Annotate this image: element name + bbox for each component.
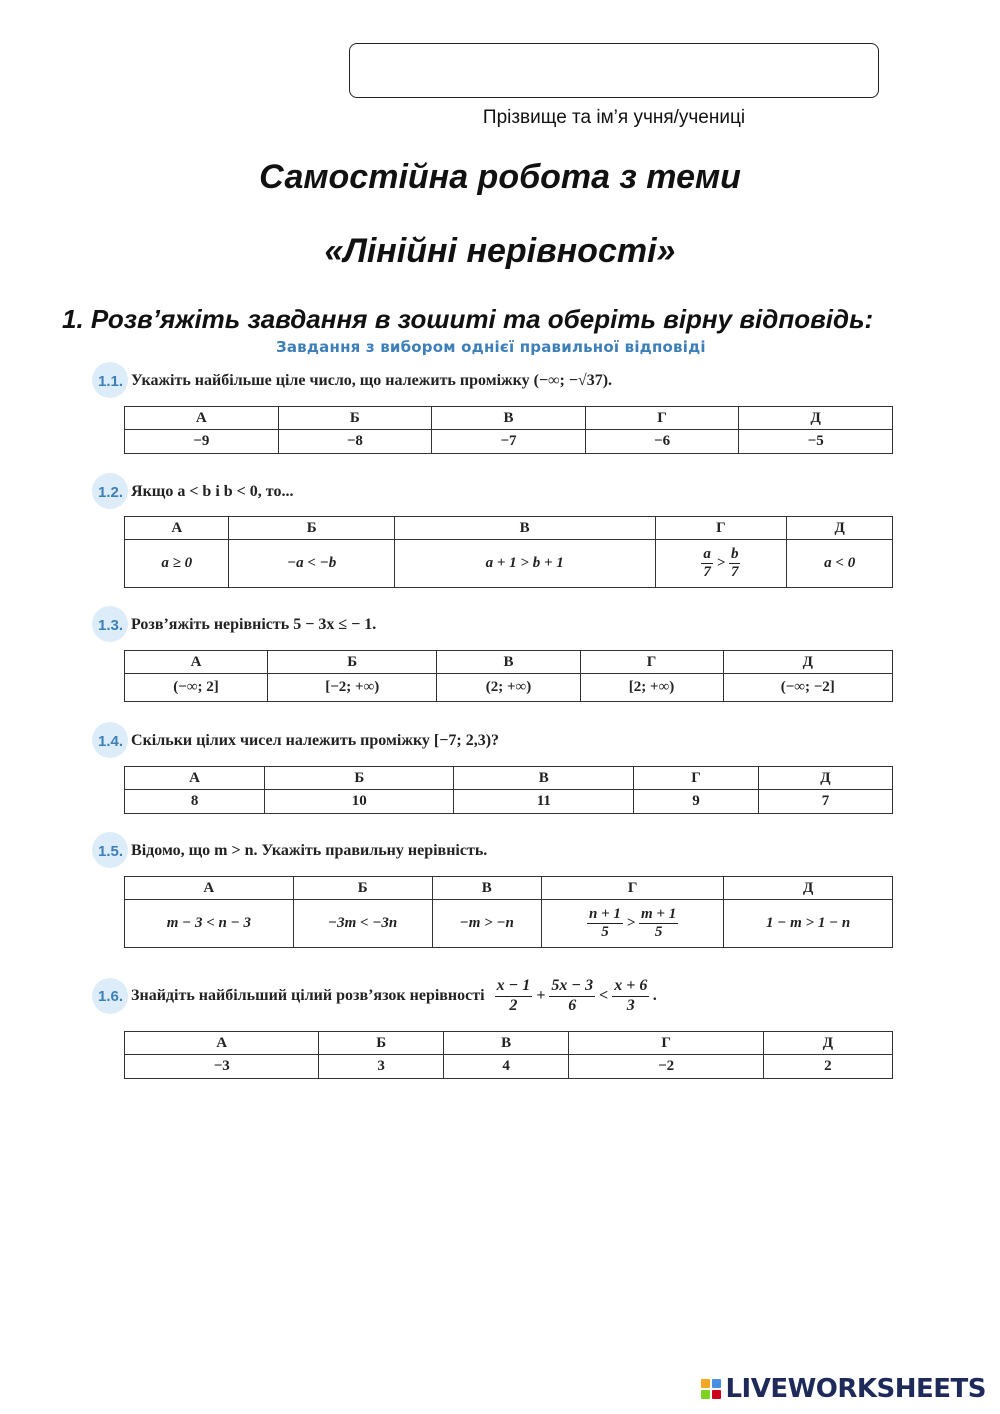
option-letter: А (125, 1032, 319, 1055)
task-1-1-question (98, 366, 898, 396)
answer-option[interactable]: 4 (443, 1055, 569, 1079)
task-1-1-options-table (124, 406, 893, 454)
fraction: $\frac{x - 1}{2}$ (496, 977, 531, 1014)
answer-option[interactable]: m − 3 < n − 3 (125, 900, 294, 948)
option-letter: Д (758, 767, 892, 790)
answer-option[interactable]: −6 (585, 430, 739, 454)
option-letter: Б (229, 517, 394, 540)
task-number: 1.5. (98, 842, 124, 860)
answer-option[interactable]: 8 (125, 790, 265, 814)
option-letter: Д (739, 407, 893, 430)
option-letter: В (394, 517, 655, 540)
section-heading: Завдання з вибором однієї правильної відповіді (276, 338, 706, 356)
student-name-input-box[interactable] (349, 43, 879, 98)
logo-square (712, 1379, 721, 1388)
answer-option[interactable]: −2 (569, 1055, 763, 1079)
option-letter: Б (319, 1032, 443, 1055)
option-letter: Д (724, 877, 893, 900)
option-letter: А (125, 767, 265, 790)
answer-option[interactable]: −9 (125, 430, 279, 454)
option-letter: А (125, 877, 294, 900)
task-text: Розв’яжіть нерівність 5 − 3x ≤ − 1. (131, 616, 377, 633)
task-number: 1.4. (98, 732, 124, 750)
answer-option[interactable]: 3 (319, 1055, 443, 1079)
page-title-line2: «Лінійні нерівності» (324, 232, 676, 270)
answer-option[interactable]: 10 (265, 790, 454, 814)
answer-option[interactable]: (−∞; 2] (125, 674, 268, 702)
task-1-6-options-table (124, 1031, 893, 1079)
answer-option[interactable]: (2; +∞) (437, 674, 580, 702)
fraction: $\frac{5x - 3}{6}$ (551, 977, 594, 1014)
liveworksheets-watermark (701, 1374, 986, 1404)
answer-option[interactable]: −a < −b (229, 540, 394, 588)
answer-option[interactable]: [2; +∞) (580, 674, 723, 702)
liveworksheets-logo-icon (701, 1379, 721, 1399)
task-text: Скільки цілих чисел належить проміжку [−7; 2,3)? (131, 732, 500, 749)
option-letter: Г (541, 877, 723, 900)
answer-option-fraction[interactable]: $\frac{n + 1}{5}$ > $\frac{m + 1}{5}$ (541, 900, 723, 948)
option-letter: В (432, 407, 586, 430)
watermark-text: LIVEWORKSHEETS (725, 1374, 986, 1404)
answer-option[interactable]: a < 0 (787, 540, 893, 588)
task-1-3-question (98, 610, 898, 640)
option-letter: А (125, 517, 229, 540)
answer-option[interactable]: −3m < −3n (293, 900, 432, 948)
option-letter: Б (278, 407, 432, 430)
instruction-text: 1. Розв’яжіть завдання в зошиті та оберіть вірну відповідь: (62, 304, 874, 334)
answer-option[interactable]: a ≥ 0 (125, 540, 229, 588)
task-number: 1.6. (98, 987, 124, 1005)
answer-option[interactable]: (−∞; −2] (723, 674, 892, 702)
option-letter: Г (569, 1032, 763, 1055)
task-1-5-question (98, 836, 898, 866)
answer-option[interactable]: 7 (758, 790, 892, 814)
answer-option-fraction[interactable]: $\frac{a}{7}$ > $\frac{b}{7}$ (655, 540, 787, 588)
answer-option[interactable]: −7 (432, 430, 586, 454)
answer-option[interactable]: 1 − m > 1 − n (724, 900, 893, 948)
task-1-2-question (98, 477, 898, 507)
task-text: Укажіть найбільше ціле число, що належить проміжку (−∞; −√37). (131, 372, 613, 389)
answer-option[interactable]: 2 (763, 1055, 892, 1079)
option-letter: В (443, 1032, 569, 1055)
task-text: Якщо a < b і b < 0, то... (131, 483, 294, 500)
task-1-6-question (98, 976, 898, 1016)
answer-option[interactable]: −8 (278, 430, 432, 454)
logo-square (701, 1379, 710, 1388)
task-1-3-options-table (124, 650, 893, 702)
option-letter: В (437, 651, 580, 674)
task-number: 1.2. (98, 483, 124, 501)
student-name-caption: Прізвище та ім’я учня/учениці (482, 107, 746, 128)
page-title-line1: Самостійна робота з теми (259, 158, 741, 196)
task-1-4-options-table (124, 766, 893, 814)
answer-option[interactable]: a + 1 > b + 1 (394, 540, 655, 588)
task-1-4-question (98, 726, 898, 756)
answer-option[interactable]: 11 (454, 790, 634, 814)
option-letter: А (125, 651, 268, 674)
task-number: 1.3. (98, 616, 124, 634)
fraction: $\frac{x + 6}{3}$ (614, 977, 648, 1014)
task-text: Знайдіть найбільший цілий розв’язок нерівності (131, 987, 485, 1004)
answer-option[interactable]: −3 (125, 1055, 319, 1079)
option-letter: А (125, 407, 279, 430)
fraction: $\frac{a}{7}$ (703, 545, 711, 580)
option-letter: Д (763, 1032, 892, 1055)
task-1-5-options-table (124, 876, 893, 948)
option-letter: Б (268, 651, 437, 674)
option-letter: В (432, 877, 541, 900)
option-letter: Г (655, 517, 787, 540)
logo-square (701, 1390, 710, 1399)
answer-option[interactable]: −5 (739, 430, 893, 454)
option-letter: Б (265, 767, 454, 790)
option-letter: Д (723, 651, 892, 674)
option-letter: Б (293, 877, 432, 900)
logo-square (712, 1390, 721, 1399)
answer-option[interactable]: [−2; +∞) (268, 674, 437, 702)
task-text: Відомо, що m > n. Укажіть правильну нерівність. (131, 842, 488, 859)
task-number: 1.1. (98, 372, 124, 390)
option-letter: В (454, 767, 634, 790)
option-letter: Г (585, 407, 739, 430)
option-letter: Д (787, 517, 893, 540)
fraction: $\frac{b}{7}$ (730, 545, 739, 580)
fraction: $\frac{n + 1}{5}$ (589, 905, 621, 940)
option-letter: Г (580, 651, 723, 674)
option-letter: Г (634, 767, 759, 790)
inequality-expression: $\frac{x - 1}{2}$ + $\frac{5x - 3}{6}$ < $\frac{x + 6}{3}$ . (496, 977, 658, 1014)
fraction: $\frac{m + 1}{5}$ (640, 905, 677, 940)
answer-option[interactable]: 9 (634, 790, 759, 814)
answer-option[interactable]: −m > −n (432, 900, 541, 948)
task-1-2-options-table (124, 516, 893, 588)
